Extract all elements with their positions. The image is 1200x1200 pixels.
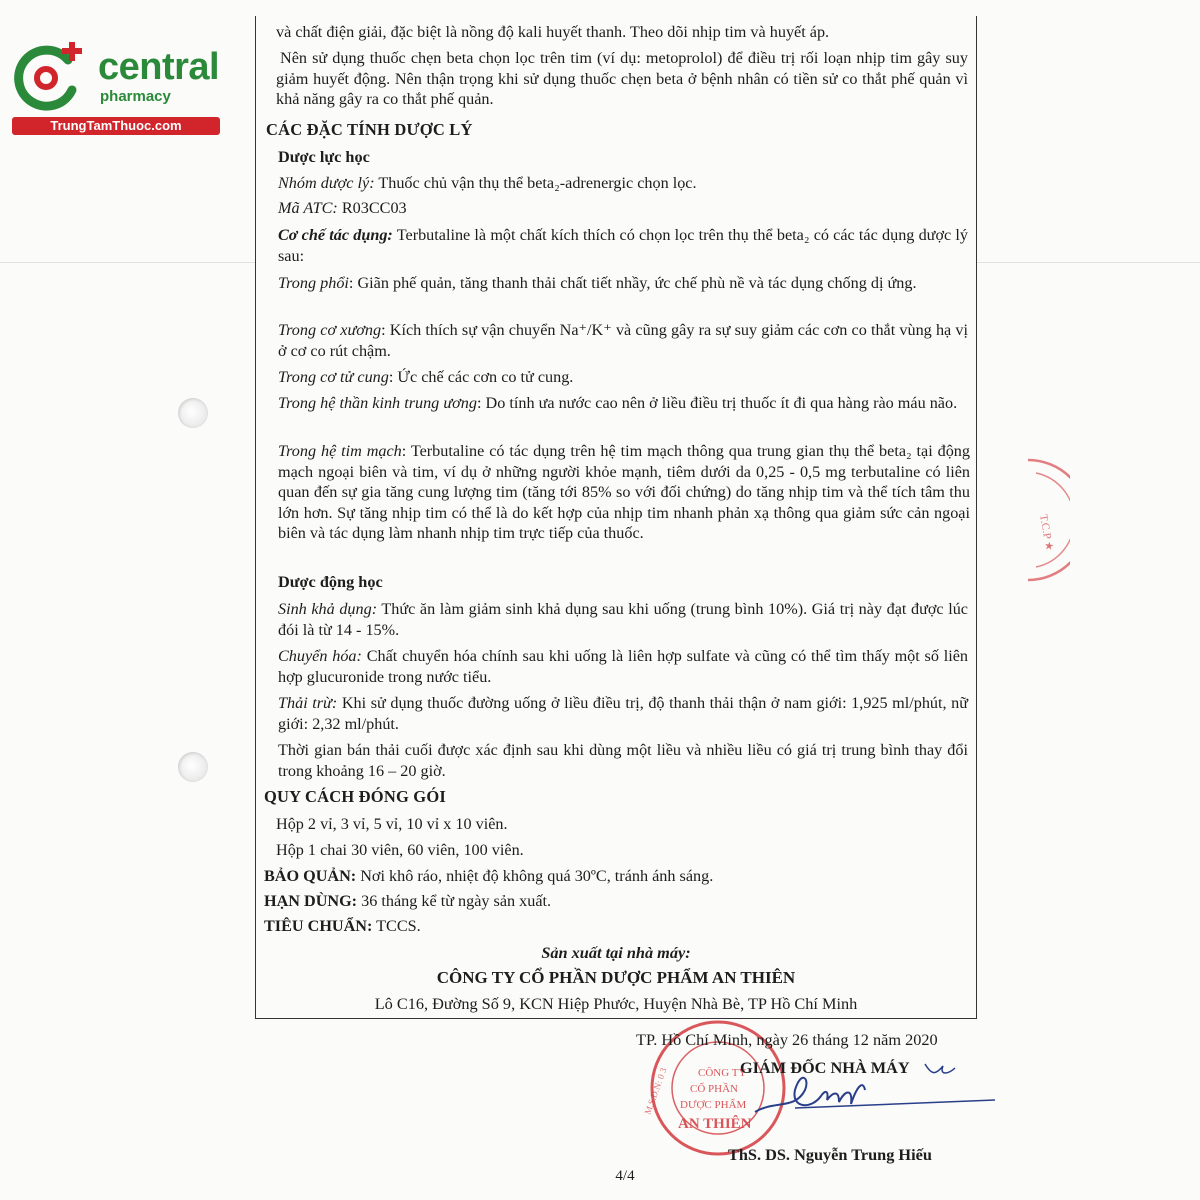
paragraph-bioavailability <box>278 599 968 640</box>
paragraph-cns <box>278 393 968 414</box>
heading-packaging: QUY CÁCH ĐÓNG GÓI <box>264 787 446 806</box>
label: BẢO QUẢN: <box>264 867 357 885</box>
text: R03CC03 <box>341 199 407 217</box>
leaflet-frame <box>255 16 977 1019</box>
paragraph-elimination <box>278 693 968 734</box>
central-pharmacy-logo[interactable] <box>10 38 220 138</box>
text: Terbutaline là một chất kích thích có chọn lọc trên thụ thể beta₂ có các tác dụng dược lý sau: <box>278 226 968 265</box>
text: : Giãn phế quản, tăng thanh thải chất tiết nhầy, ức chế phù nề và tác dụng chống dị ứng. <box>348 274 917 292</box>
storage-line <box>264 866 713 887</box>
site-link[interactable]: TrungTamThuoc.com <box>12 117 220 135</box>
label: Nhóm dược lý: <box>278 174 375 192</box>
svg-text:AN THIÊN: AN THIÊN <box>678 1116 752 1132</box>
paragraph-skeletal-muscle <box>278 320 968 361</box>
paragraph-group <box>278 173 968 194</box>
text: 36 tháng kể từ ngày sản xuất. <box>361 892 552 910</box>
paragraph-cardiovascular <box>278 441 970 544</box>
pharmacy-cross-icon <box>12 42 84 112</box>
label: TIÊU CHUẨN: <box>264 917 373 935</box>
text: Thức ăn làm giảm sinh khả dụng sau khi uống (trung bình 10%). Giá trị này đạt được lúc đói là từ 14 - 15%. <box>278 600 968 639</box>
text: Nơi khô ráo, nhiệt độ không quá 30ºC, tránh ánh sáng. <box>360 867 714 885</box>
standard-line <box>264 916 421 937</box>
text: và chất điện giải, đặc biệt là nồng độ kali huyết thanh. Theo dõi nhịp tim và huyết áp. <box>276 23 830 41</box>
paragraph-lung <box>278 273 968 294</box>
text: Khi sử dụng thuốc đường uống ở liều điều trị, độ thanh thải thận ở nam giới: 1,925 ml/phút, nữ giới: 2,32 ml/phút. <box>278 694 969 733</box>
signature-icon <box>735 1060 1005 1130</box>
label: Sinh khả dụng: <box>278 600 378 618</box>
signing-date: TP. Hồ Chí Minh, ngày 26 tháng 12 năm 2020 <box>636 1030 938 1049</box>
paragraph-beta-blocker <box>276 48 968 110</box>
svg-text:CỔ PHẦN: CỔ PHẦN <box>690 1083 738 1095</box>
heading-pharmacokinetics: Dược động học <box>278 572 383 591</box>
svg-text:DƯỢC PHẨM: DƯỢC PHẨM <box>680 1099 747 1111</box>
partial-stamp-icon <box>1010 455 1070 585</box>
made-at-label: Sản xuất tại nhà máy: <box>541 943 691 962</box>
text: Nên sử dụng thuốc chẹn beta chọn lọc trên tim (ví dụ: metoprolol) để điều trị rối loạn nhịp tim gây suy giảm huyết động. Nên thận trọng khi sử dụng thuốc chẹn beta ở bệnh nhân có tiền sử co thắt phế quản vì khả năng gây ra co thắt phế quản. <box>276 49 968 108</box>
text: Thuốc chủ vận thụ thể beta₂-adrenergic chọn lọc. <box>378 174 697 192</box>
paragraph-uterus <box>278 367 968 388</box>
label: Trong hệ tim mạch <box>278 442 402 460</box>
paragraph-atc <box>278 198 968 219</box>
page-number: 4/4 <box>615 1168 635 1184</box>
packaging-line-1: Hộp 2 vỉ, 3 vỉ, 5 vỉ, 10 vỉ x 10 viên. <box>276 815 508 833</box>
label: Trong cơ xương <box>278 321 382 339</box>
svg-text:CÔNG TY: CÔNG TY <box>698 1067 747 1079</box>
label: Trong phổi <box>278 274 349 292</box>
heading-pharmacology: CÁC ĐẶC TÍNH DƯỢC LÝ <box>266 120 473 139</box>
paragraph-electrolytes <box>276 22 966 43</box>
text: : Ức chế các cơn co tử cung. <box>388 368 574 386</box>
label: HẠN DÙNG: <box>264 892 358 910</box>
paragraph-metabolism <box>278 646 968 687</box>
label: Thải trừ: <box>278 694 338 712</box>
label: Trong cơ tử cung <box>278 368 389 386</box>
label: Trong hệ thần kinh trung ương <box>278 394 477 412</box>
company-address: Lô C16, Đường Số 9, KCN Hiệp Phước, Huyện Nhà Bè, TP Hồ Chí Minh <box>374 994 858 1013</box>
label: Chuyển hóa: <box>278 647 362 665</box>
text: Chất chuyển hóa chính sau khi uống là liên hợp sulfate và cũng có thể tìm thấy một số liên hợp glucuronide trong nước tiểu. <box>278 647 969 686</box>
signer-name: ThS. DS. Nguyễn Trung Hiếu <box>728 1145 932 1164</box>
text: : Kích thích sự vận chuyển Na⁺/K⁺ và cũng gây ra sự suy giảm các cơn co thắt vùng hạ vị ở cơ co rút chậm. <box>278 321 968 360</box>
paragraph-mechanism <box>278 225 968 266</box>
svg-text:T.C.P ★: T.C.P ★ <box>1037 513 1056 553</box>
text: : Terbutaline có tác dụng trên hệ tim mạch thông qua trung gian thụ thể beta₂ tại động mạch ngoại biên và tim, ví dụ ở những người khỏe mạnh, tiêm dưới da 0,25 - 0,5 mg terbutaline có liên quan đến sự gia tăng cung lượng tim (tăng tới 85% so với đối chứng) do tăng nhịp tim và thể tích tâm thu lớn hơn. Sự tăng nhịp tim có thể là do kết hợp của nhịp tim nhanh phản xạ thông qua giảm sức cản ngoại biên và tác dụng làm nhanh nhịp tim trực tiếp của thuốc. <box>278 442 970 542</box>
label: Cơ chế tác dụng: <box>278 226 393 244</box>
punch-hole <box>178 752 208 782</box>
label: Mã ATC: <box>278 199 338 217</box>
packaging-line-2: Hộp 1 chai 30 viên, 60 viên, 100 viên. <box>276 841 524 859</box>
expiry-line <box>264 891 551 912</box>
heading-pharmacodynamics: Dược lực học <box>278 147 370 166</box>
paragraph-half-life <box>278 740 968 781</box>
punch-hole <box>178 398 208 428</box>
brand-subtitle: pharmacy <box>100 88 171 105</box>
company-name: CÔNG TY CỔ PHẦN DƯỢC PHẨM AN THIÊN <box>436 968 796 987</box>
svg-text:M.S.D.N: 0 3: M.S.D.N: 0 3 <box>642 1066 669 1116</box>
signer-title: GIÁM ĐỐC NHÀ MÁY <box>740 1058 910 1077</box>
brand-name: central <box>98 46 220 88</box>
text: : Do tính ưa nước cao nên ở liều điều trị thuốc ít đi qua hàng rào máu não. <box>476 394 958 412</box>
text: Thời gian bán thải cuối được xác định sau khi dùng một liều và nhiều liều có giá trị trung bình thay đổi trong khoảng 16 – 20 giờ. <box>278 741 968 780</box>
text: TCCS. <box>376 917 421 935</box>
